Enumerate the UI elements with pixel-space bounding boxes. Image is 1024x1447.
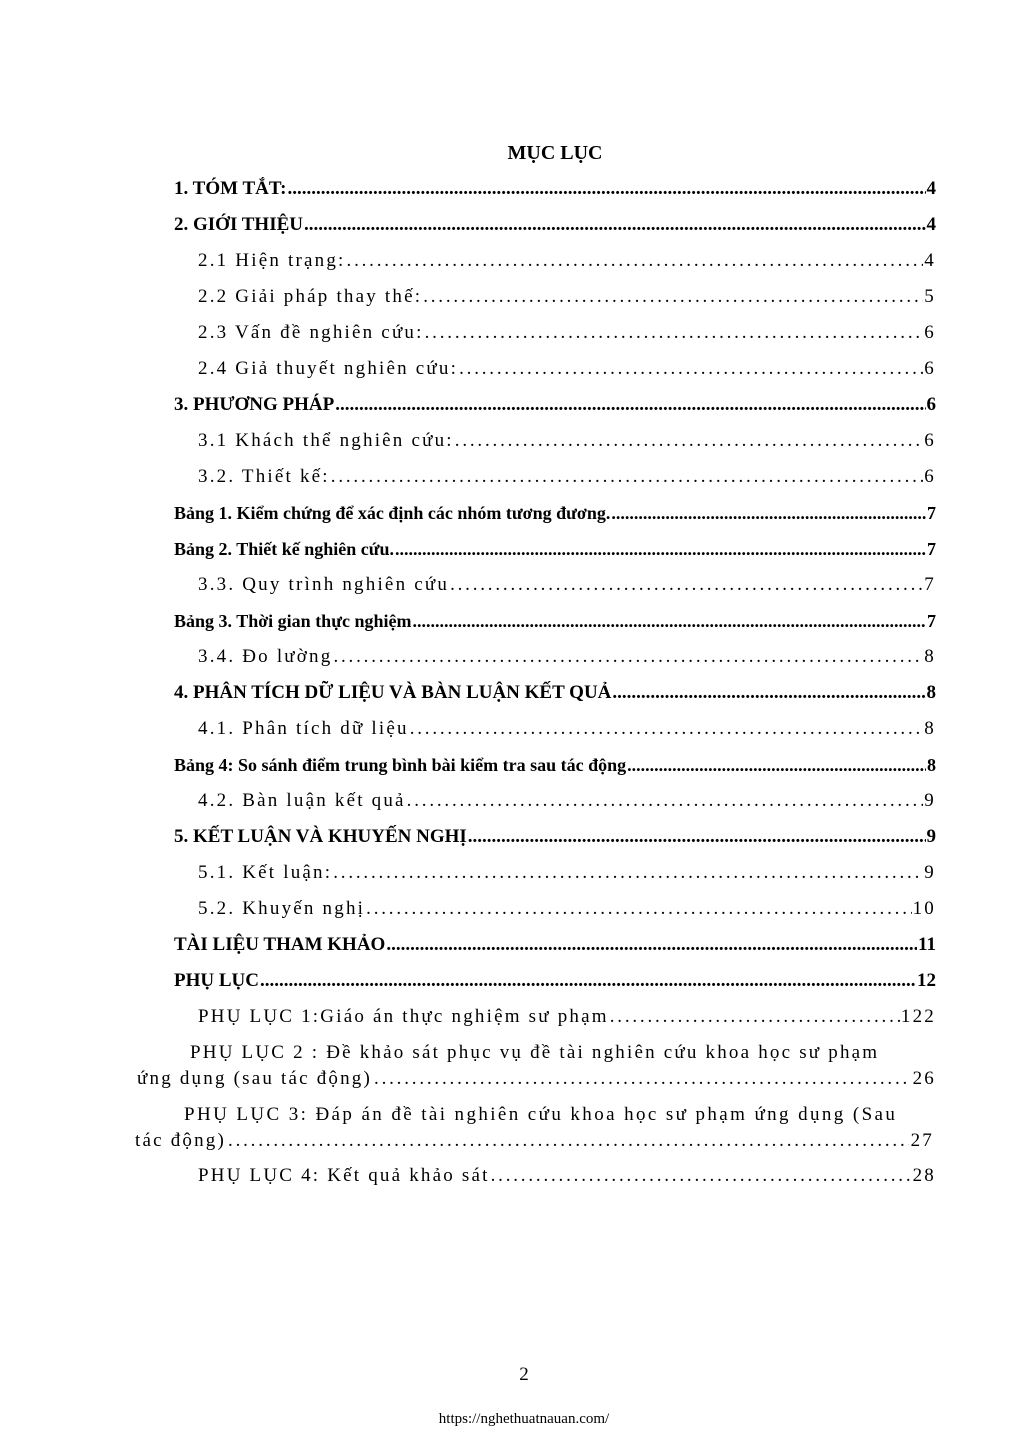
- page-number: 2: [519, 1364, 529, 1385]
- toc-entry[interactable]: tác động) ..... 27: [135, 1130, 934, 1152]
- toc-entry[interactable]: 3.1 Khách thể nghiên cứu: ..... 6: [198, 430, 936, 452]
- toc-entry[interactable]: PHỤ LỤC 4: Kết quả khảo sát ..... 28: [198, 1165, 936, 1187]
- toc-entry[interactable]: 2.1 Hiện trạng: ..... 4: [198, 250, 936, 272]
- toc-entry[interactable]: 3. PHƯƠNG PHÁP ..... 6: [174, 394, 936, 416]
- toc-entry[interactable]: 4.1. Phân tích dữ liệu ..... 8: [198, 718, 936, 740]
- toc-heading: MỤC LỤC: [507, 142, 603, 164]
- toc-entry[interactable]: PHỤ LỤC ..... 12: [174, 970, 936, 992]
- toc-entry[interactable]: 5.2. Khuyến nghị ..... 10: [198, 898, 936, 920]
- toc-entry[interactable]: 2.2 Giải pháp thay thế: ..... 5: [198, 286, 936, 308]
- footer-url[interactable]: https://nghethuatnauan.com/: [438, 1411, 610, 1427]
- toc-entry[interactable]: TÀI LIỆU THAM KHẢO ..... 11: [174, 934, 936, 956]
- toc-entry[interactable]: Bảng 3. Thời gian thực nghiệm ..... 7: [174, 611, 936, 632]
- appendix-3-line1[interactable]: PHỤ LỤC 3: Đáp án đề tài nghiên cứu khoa học sư phạm ứng dụng (Sau: [184, 1104, 898, 1125]
- toc-entry[interactable]: Bảng 4: So sánh điểm trung bình bài kiểm tra sau tác động ..... 8: [174, 755, 936, 776]
- toc-entry[interactable]: PHỤ LỤC 1:Giáo án thực nghiệm sư phạm ..... 122: [198, 1006, 936, 1028]
- toc-entry[interactable]: 2.4 Giả thuyết nghiên cứu: ..... 6: [198, 358, 936, 380]
- toc-entry[interactable]: 5. KẾT LUẬN VÀ KHUYẾN NGHỊ ..... 9: [174, 826, 936, 848]
- toc-entry[interactable]: 3.2. Thiết kế: ..... 6: [198, 466, 936, 488]
- appendix-2-line1[interactable]: PHỤ LỤC 2 : Đề khảo sát phục vụ đề tài nghiên cứu khoa học sư phạm: [190, 1042, 880, 1063]
- toc-entry[interactable]: 4. PHÂN TÍCH DỮ LIỆU VÀ BÀN LUẬN KẾT QUẢ ..... 8: [174, 682, 936, 704]
- toc-entry[interactable]: 2.3 Vấn đề nghiên cứu: ..... 6: [198, 322, 936, 344]
- toc-entry[interactable]: 1. TÓM TẮT: ..... 4: [174, 178, 936, 200]
- toc-entry[interactable]: 3.3. Quy trình nghiên cứu ..... 7: [198, 574, 936, 596]
- toc-entry[interactable]: Bảng 2. Thiết kế nghiên cứu. ..... 7: [174, 539, 936, 560]
- toc-entry[interactable]: Bảng 1. Kiểm chứng để xác định các nhóm tương đương. ..... 7: [174, 503, 936, 524]
- toc-entry[interactable]: 2. GIỚI THIỆU ..... 4: [174, 214, 936, 236]
- toc-entry[interactable]: ứng dụng (sau tác động) ..... 26: [137, 1068, 936, 1090]
- toc-entry[interactable]: 4.2. Bàn luận kết quả ..... 9: [198, 790, 936, 812]
- toc-entry[interactable]: 5.1. Kết luận: ..... 9: [198, 862, 936, 884]
- toc-entry[interactable]: 3.4. Đo lường ..... 8: [198, 646, 936, 668]
